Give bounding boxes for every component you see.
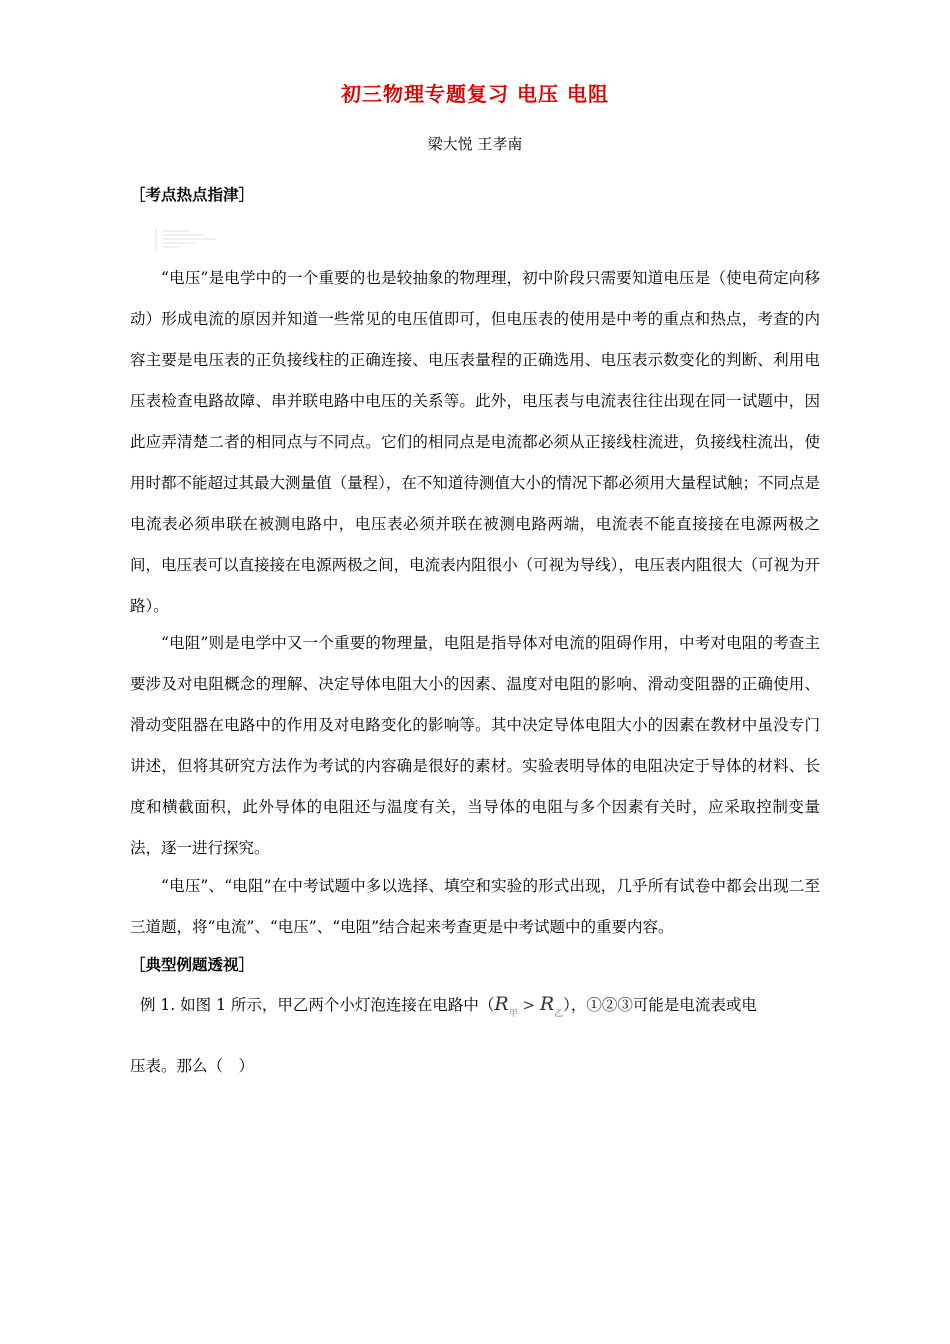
resistance-r-yi: $R_乙$ [539,993,564,1019]
paragraph-voltage: “电压”是电学中的一个重要的也是较抽象的物理理，初中阶段只需要知道电压是（使电荷定向移动）形成电流的原因并知道一些常见的电压值即可，但电压表的使用是中考的重点和热点，考查的内容主要是电压表的正负接线柱的正确连接、电压表量程的正确选用、电压表示数变化的判断、利用电压表检查电路故障、串并联电路中电压的关系等。此外，电压表与电流表往往出现在同一试题中，因此应弄清楚二者的相同点与不同点。它们的相同点是电流都必须从正接线柱流进，负接线柱流出，使用时都不能超过其最大测量值（量程），在不知道待测值大小的情况下都必须用大量程试触；不同点是电流表必须串联在被测电路中，电压表必须并联在被测电路两端，电流表不能直接接在电源两极之间，电压表可以直接接在电源两极之间，电流表内阻很小（可视为导线），电压表内阻很大（可视为开路）。 [130,269,820,615]
section-heading-key-points: ［考点热点指津］ [130,186,255,204]
example-1-line-1 [130,993,820,1019]
paragraph-exam-form: “电压”、“电阻”在中考试题中多以选择、填空和实验的形式出现，几乎所有试卷中都会出现二至三道题，将“电流”、“电压”、“电阻”结合起来考查更是中考试题中的重要内容。 [130,877,820,936]
authors: 梁大悦 王孝南 [427,135,523,153]
greater-than-sign: > [517,996,540,1014]
example-1-lead: 例 1. 如图 1 所示，甲乙两个小灯泡连接在电路中（ [140,996,495,1014]
example-1-line-2: 压表。那么（ ） [130,1057,255,1075]
paragraph-resistance: “电阻”则是电学中又一个重要的物理量，电阻是指导体对电流的阻碍作用，中考对电阻的考查主要涉及对电阻概念的理解、决定导体电阻大小的因素、温度对电阻的影响、滑动变阻器的正确使用、滑动变阻器在电路中的作用及对电路变化的影响等。其中决定导体电阻大小的因素在教材中虽没专门讲述，但将其研究方法作为考试的内容确是很好的素材。实验表明导体的电阻决定于导体的材料、长度和横截面积，此外导体的电阻还与温度有关，当导体的电阻与多个因素有关时，应采取控制变量法，逐一进行探究。 [130,634,820,857]
resistance-r-jia: $R_甲$ [494,993,518,1019]
document-title: 初三物理专题复习 电压 电阻 [341,82,609,106]
section-heading-examples: ［典型例题透视］ [130,956,255,974]
example-1-tail: ），①②③可能是电流表或电 [563,996,757,1014]
faint-figure-placeholder [150,225,220,255]
